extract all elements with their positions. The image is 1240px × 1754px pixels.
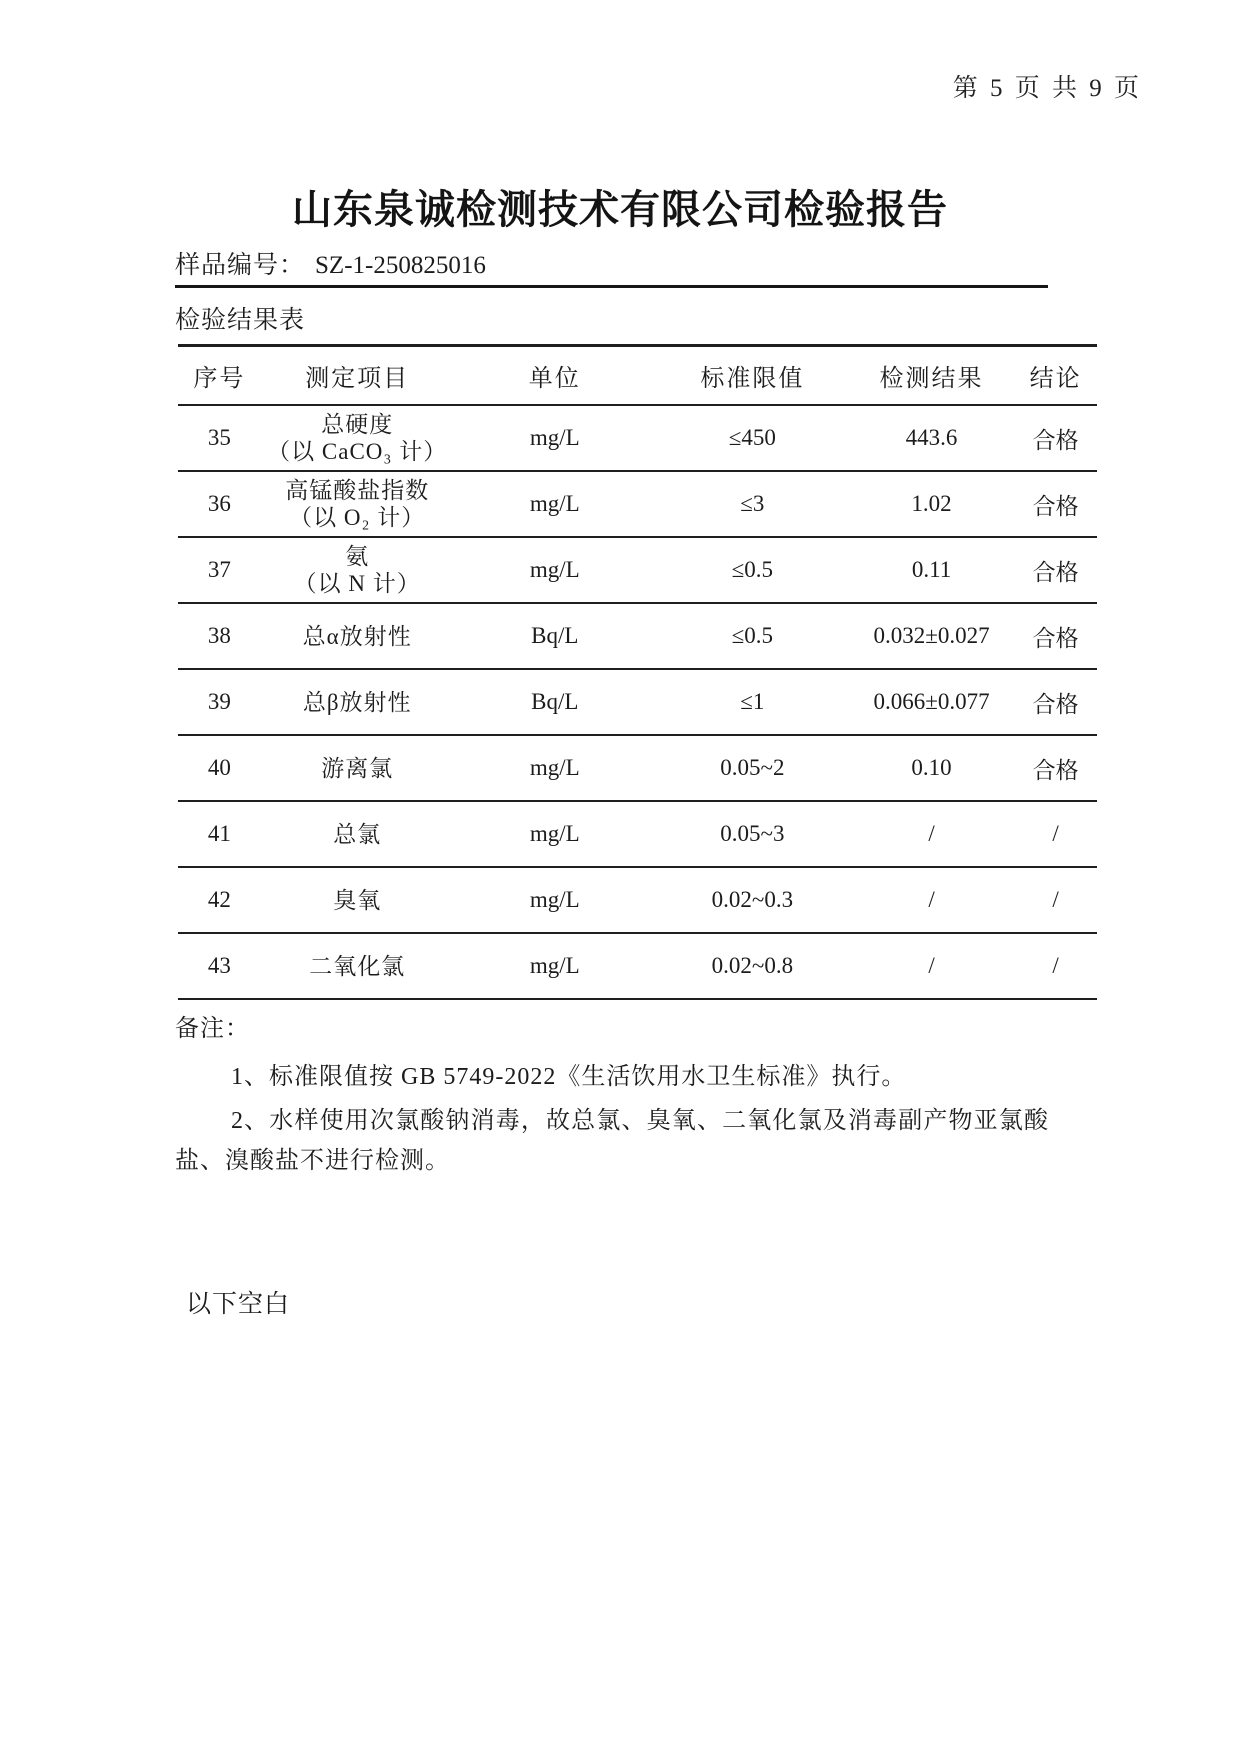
item-name: 高锰酸盐指数 [285,478,430,503]
cell-result: / [928,887,935,912]
col-header-result: 检测结果 [879,366,984,392]
sample-number-value: SZ-1-250825016 [315,252,486,279]
table-row [178,405,1097,471]
sample-number-label: 样品编号： [175,252,306,279]
cell-result: 0.11 [911,557,952,582]
item-name: 游离氯 [321,755,394,781]
cell-item [261,933,454,999]
cell-result: 0.066±0.077 [873,689,990,714]
cell-result: 443.6 [905,425,958,450]
cell-item [261,603,454,669]
table-row [178,471,1097,537]
report-title: 山东泉诚检测技术有限公司检验报告 [292,188,948,232]
col-header-limit: 标准限值 [700,366,805,392]
cell-no: 38 [207,623,231,648]
table-row [178,735,1097,801]
item-name: 总氯 [333,821,382,847]
cell-result: / [928,953,935,978]
cell-item [261,867,454,933]
item-basis: （以 CaCO₃ 计） [267,439,448,464]
cell-unit: mg/L [529,491,580,516]
cell-limit: ≤3 [740,491,765,516]
blank-below-note: 以下空白 [186,1291,291,1318]
cell-no: 37 [207,557,231,582]
cell-limit: 0.05~2 [720,755,785,780]
cell-conclusion: 合格 [1032,625,1079,651]
cell-item [261,471,454,537]
table-row [178,669,1097,735]
cell-limit: ≤0.5 [731,557,774,582]
item-name: 总硬度 [321,412,394,437]
cell-conclusion: 合格 [1032,493,1079,519]
cell-item [261,669,454,735]
item-basis: （以 O₂ 计） [289,505,426,530]
cell-item [261,801,454,867]
cell-item [261,405,454,471]
note-item-1: 1、标准限值按 GB 5749-2022《生活饮用水卫生标准》执行。 [231,1064,907,1090]
cell-conclusion: 合格 [1032,427,1079,453]
cell-result: / [928,821,935,846]
cell-result: 1.02 [911,491,952,516]
cell-limit: ≤1 [740,689,765,714]
cell-limit: ≤0.5 [731,623,774,648]
cell-no: 35 [207,425,231,450]
cell-unit: mg/L [529,755,580,780]
cell-conclusion: 合格 [1032,757,1079,783]
notes-label: 备注： [175,1016,250,1042]
cell-conclusion: / [1052,953,1059,978]
cell-limit: 0.02~0.3 [711,887,794,912]
table-row [178,603,1097,669]
item-name: 总α放射性 [302,623,412,649]
cell-unit: mg/L [529,953,580,978]
cell-unit: mg/L [529,557,580,582]
cell-conclusion: / [1052,821,1059,846]
item-basis: （以 N 计） [293,571,421,596]
col-header-no: 序号 [193,366,246,392]
table-row [178,537,1097,603]
cell-no: 39 [207,689,231,714]
cell-limit: 0.02~0.8 [711,953,794,978]
col-header-unit: 单位 [528,366,581,392]
cell-no: 41 [207,821,231,846]
results-table [178,344,1097,1000]
cell-unit: Bq/L [531,689,579,714]
cell-result: 0.10 [911,755,952,780]
cell-limit: ≤450 [728,425,776,450]
col-header-item: 测定项目 [305,366,410,392]
cell-result: 0.032±0.027 [873,623,990,648]
cell-item [261,735,454,801]
cell-no: 40 [207,755,231,780]
cell-conclusion: 合格 [1032,691,1079,717]
item-name: 二氧化氯 [309,953,406,979]
item-name: 臭氧 [333,887,382,913]
cell-no: 36 [207,491,231,516]
item-name: 总β放射性 [302,689,412,715]
cell-no: 43 [207,953,231,978]
cell-no: 42 [207,887,231,912]
cell-limit: 0.05~3 [720,821,785,846]
table-row [178,933,1097,999]
page-number: 第 5 页 共 9 页 [952,75,1142,102]
table-row [178,867,1097,933]
table-header-row [178,346,1097,406]
table-row [178,801,1097,867]
note-item-2: 2、水样使用次氯酸钠消毒，故总氯、臭氧、二氧化氯及消毒副产物亚氯酸盐、溴酸盐不进行检测。 [175,1108,1049,1174]
cell-unit: mg/L [529,425,580,450]
cell-conclusion: 合格 [1032,559,1079,585]
sample-number-line [175,245,1048,288]
notes-section [175,1008,1049,1185]
item-name: 氨 [345,544,370,569]
results-table-caption: 检验结果表 [175,307,306,334]
cell-item [261,537,454,603]
cell-unit: mg/L [529,887,580,912]
cell-conclusion: / [1052,887,1059,912]
cell-unit: Bq/L [531,623,579,648]
cell-unit: mg/L [529,821,580,846]
col-header-conclusion: 结论 [1029,366,1082,392]
